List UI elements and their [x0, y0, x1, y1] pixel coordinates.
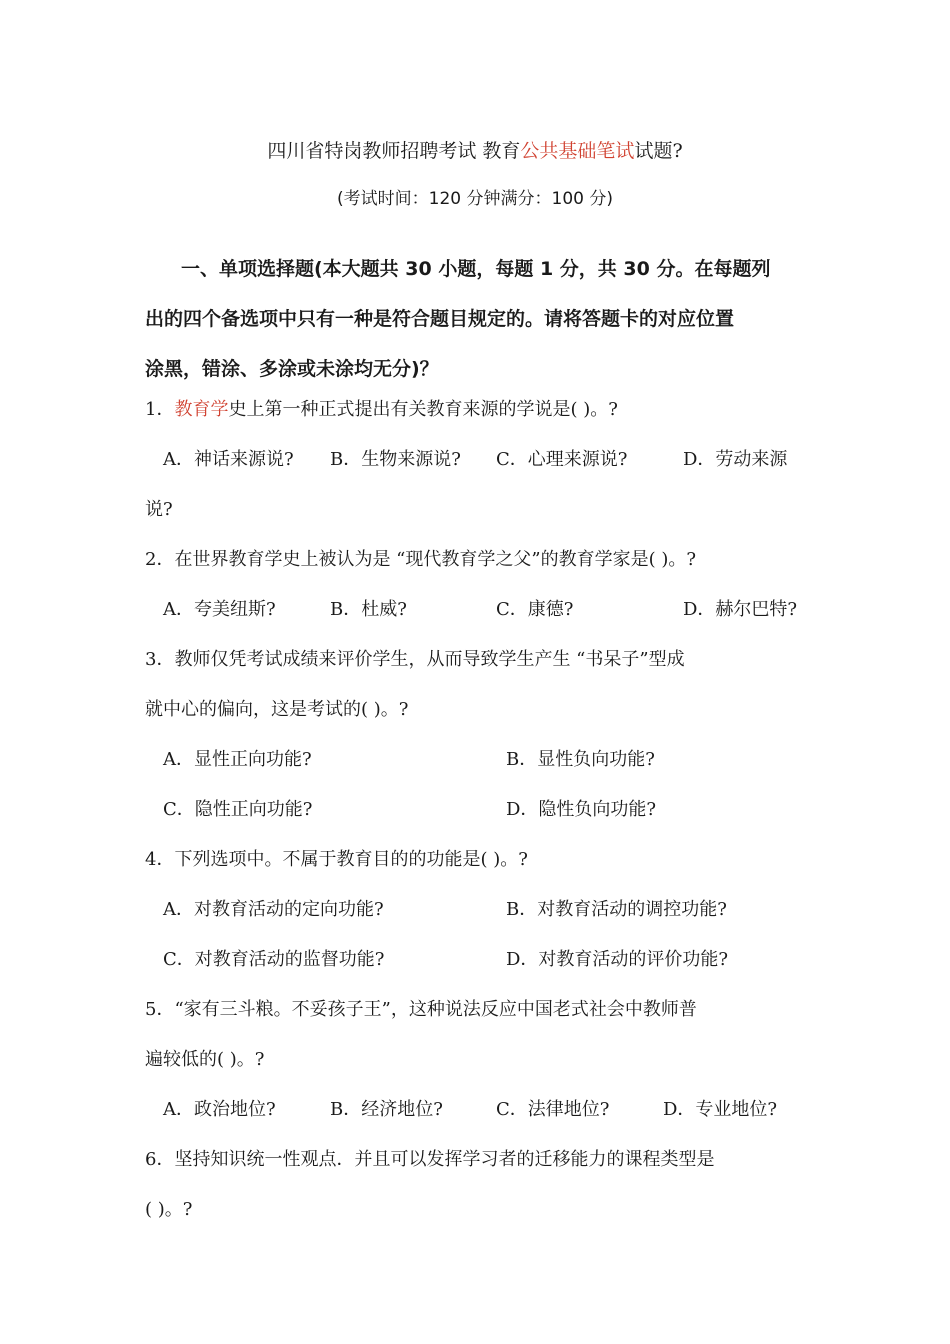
section-heading-line-1: 一、单项选择题(本大题共 30 小题，每题 1 分，共 30 分。在每题列	[181, 258, 771, 280]
question-5-option-a: A．政治地位?	[163, 1099, 276, 1120]
section-heading-line-3: 涂黑，错涂、多涂或未涂均无分)？	[145, 358, 439, 380]
question-4-option-c: C．对教育活动的监督功能?	[163, 949, 385, 970]
question-3-option-c: C．隐性正向功能?	[163, 799, 313, 820]
question-5-stem-line-1: 5．“家有三斗粮。不妥孩子王”，这种说法反应中国老式社会中教师普	[145, 999, 697, 1020]
title-part-2: 试题?	[634, 140, 683, 162]
question-5-option-d: D．专业地位?	[663, 1099, 778, 1120]
question-1-option-d: D．劳动来源	[683, 449, 788, 470]
section-heading-line-2: 出的四个备选项中只有一种是符合题目规定的。请将答题卡的对应位置	[145, 308, 735, 330]
question-2-option-a: A．夸美纽斯?	[163, 599, 276, 620]
question-1-text: 史上第一种正式提出有关教育来源的学说是( )。?	[228, 399, 618, 420]
question-2-option-c: C．康德?	[496, 599, 574, 620]
document-title	[0, 138, 950, 164]
question-1-stem	[145, 396, 618, 424]
question-4-stem: 4．下列选项中。不属于教育目的的功能是( )。?	[145, 849, 528, 870]
question-5-stem-line-2: 遍较低的( )。?	[145, 1049, 265, 1070]
exam-info: (考试时间：120 分钟满分：100 分)	[337, 189, 613, 209]
question-1-option-b: B．生物来源说?	[330, 449, 461, 470]
question-1-option-a: A．神话来源说?	[163, 449, 294, 470]
question-2-option-d: D．赫尔巴特?	[683, 599, 798, 620]
question-3-option-a: A．显性正向功能?	[163, 749, 312, 770]
question-2-stem: 2．在世界教育学史上被认为是 “现代教育学之父”的教育学家是( )。?	[145, 549, 696, 570]
question-6-stem-line-2: ( )。?	[145, 1199, 193, 1220]
question-4-option-d: D．对教育活动的评价功能?	[506, 949, 729, 970]
question-3-stem-line-1: 3．教师仅凭考试成绩来评价学生，从而导致学生产生 “书呆子”型成	[145, 649, 685, 670]
question-1-number: 1．	[145, 399, 175, 420]
question-5-option-c: C．法律地位?	[496, 1099, 610, 1120]
title-part-1: 四川省特岗教师招聘考试 教育	[267, 140, 521, 162]
question-4-option-b: B．对教育活动的调控功能?	[506, 899, 727, 920]
question-1-option-d-wrap: 说?	[145, 499, 173, 520]
question-2-option-b: B．杜威?	[330, 599, 407, 620]
question-4-option-a: A．对教育活动的定向功能?	[163, 899, 384, 920]
question-1-option-c: C．心理来源说?	[496, 449, 628, 470]
section-heading	[145, 244, 805, 394]
question-3-stem-line-2: 就中心的偏向，这是考试的( )。?	[145, 699, 409, 720]
question-3-option-d: D．隐性负向功能?	[506, 799, 657, 820]
question-3-option-b: B．显性负向功能?	[506, 749, 655, 770]
question-5-option-b: B．经济地位?	[330, 1099, 443, 1120]
question-1-highlight: 教育学	[174, 399, 229, 420]
title-highlight: 公共基础笔试	[520, 140, 635, 162]
question-6-stem-line-1: 6．坚持知识统一性观点．并且可以发挥学习者的迁移能力的课程类型是	[145, 1149, 715, 1170]
